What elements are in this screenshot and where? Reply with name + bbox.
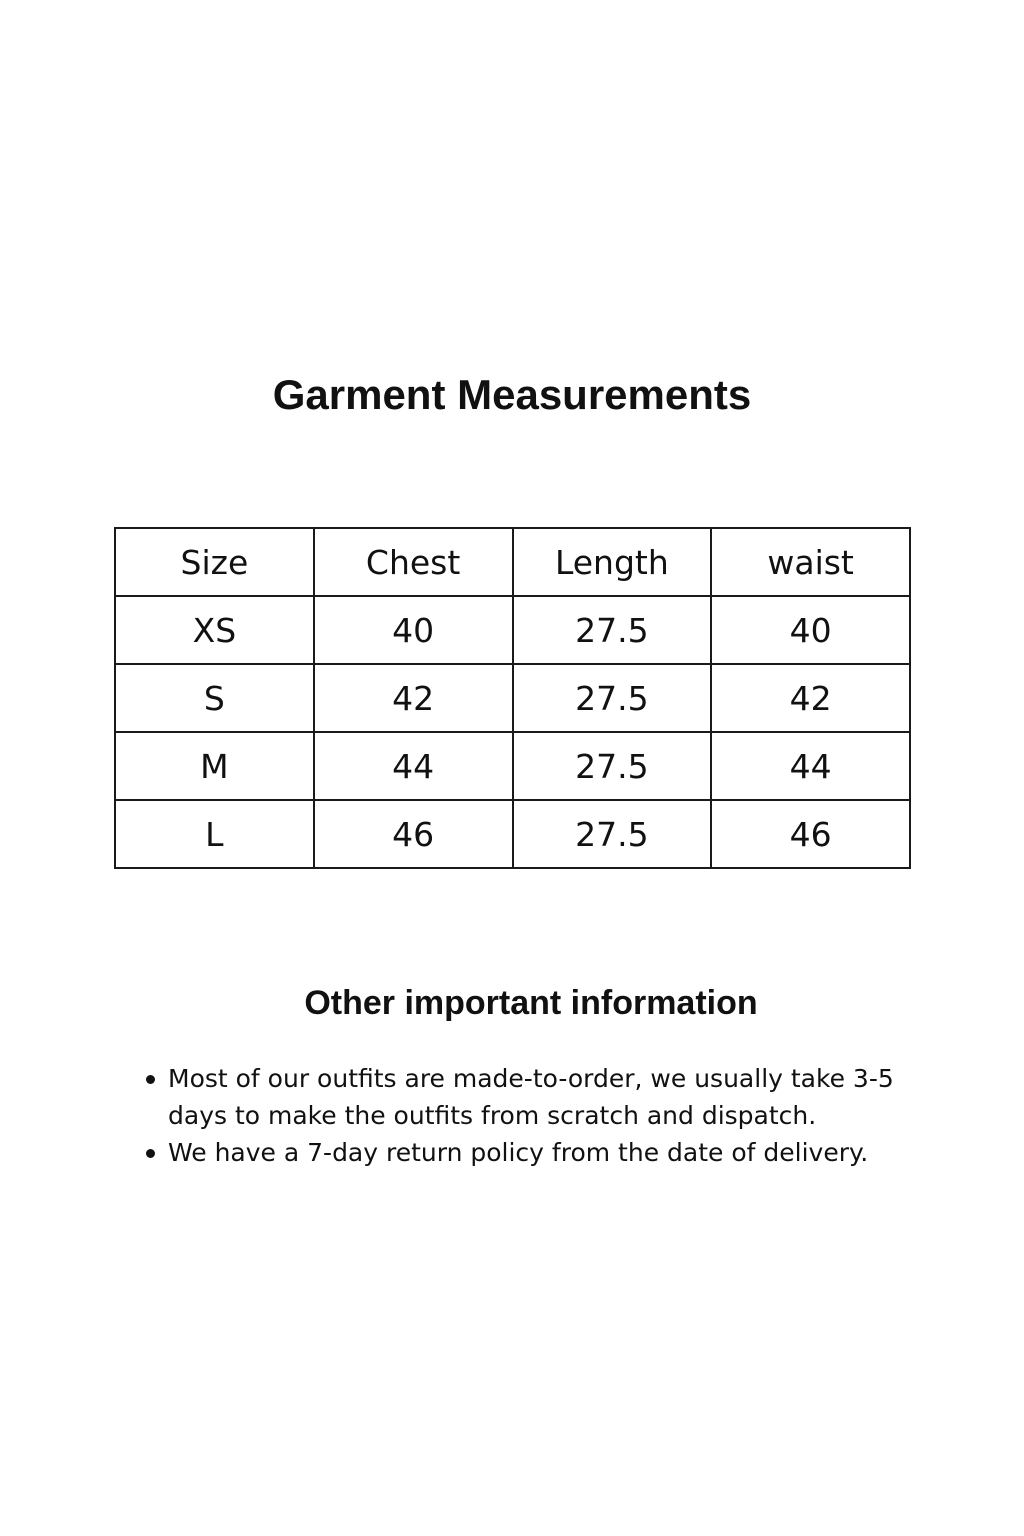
cell-size: M [115, 732, 314, 800]
cell-chest: 42 [314, 664, 513, 732]
list-item [142, 1134, 922, 1171]
list-item [142, 1060, 922, 1134]
info-list [142, 1060, 922, 1171]
cell-length: 27.5 [513, 800, 712, 868]
cell-size: L [115, 800, 314, 868]
cell-waist: 46 [711, 800, 910, 868]
cell-chest: 46 [314, 800, 513, 868]
cell-length: 27.5 [513, 596, 712, 664]
cell-length: 27.5 [513, 732, 712, 800]
cell-size: XS [115, 596, 314, 664]
cell-waist: 40 [711, 596, 910, 664]
list-item-text: Most of our outfits are made-to-order, we usually take 3-5 days to make the outfits from scratch and dispatch. [168, 1064, 894, 1130]
cell-waist: 42 [711, 664, 910, 732]
table-header-row [115, 528, 910, 596]
header-length: Length [513, 528, 712, 596]
info-heading: Other important information [304, 984, 758, 1022]
header-waist: waist [711, 528, 910, 596]
bullet-icon [146, 1075, 155, 1084]
cell-chest: 40 [314, 596, 513, 664]
page-title: Garment Measurements [272, 371, 752, 418]
cell-waist: 44 [711, 732, 910, 800]
bullet-icon [146, 1149, 155, 1158]
list-item-text: We have a 7-day return policy from the date of delivery. [168, 1138, 869, 1167]
header-chest: Chest [314, 528, 513, 596]
cell-chest: 44 [314, 732, 513, 800]
table-row [115, 800, 910, 868]
table-row [115, 732, 910, 800]
table-row [115, 596, 910, 664]
header-size: Size [115, 528, 314, 596]
cell-size: S [115, 664, 314, 732]
size-chart-table [114, 527, 911, 869]
table-row [115, 664, 910, 732]
cell-length: 27.5 [513, 664, 712, 732]
